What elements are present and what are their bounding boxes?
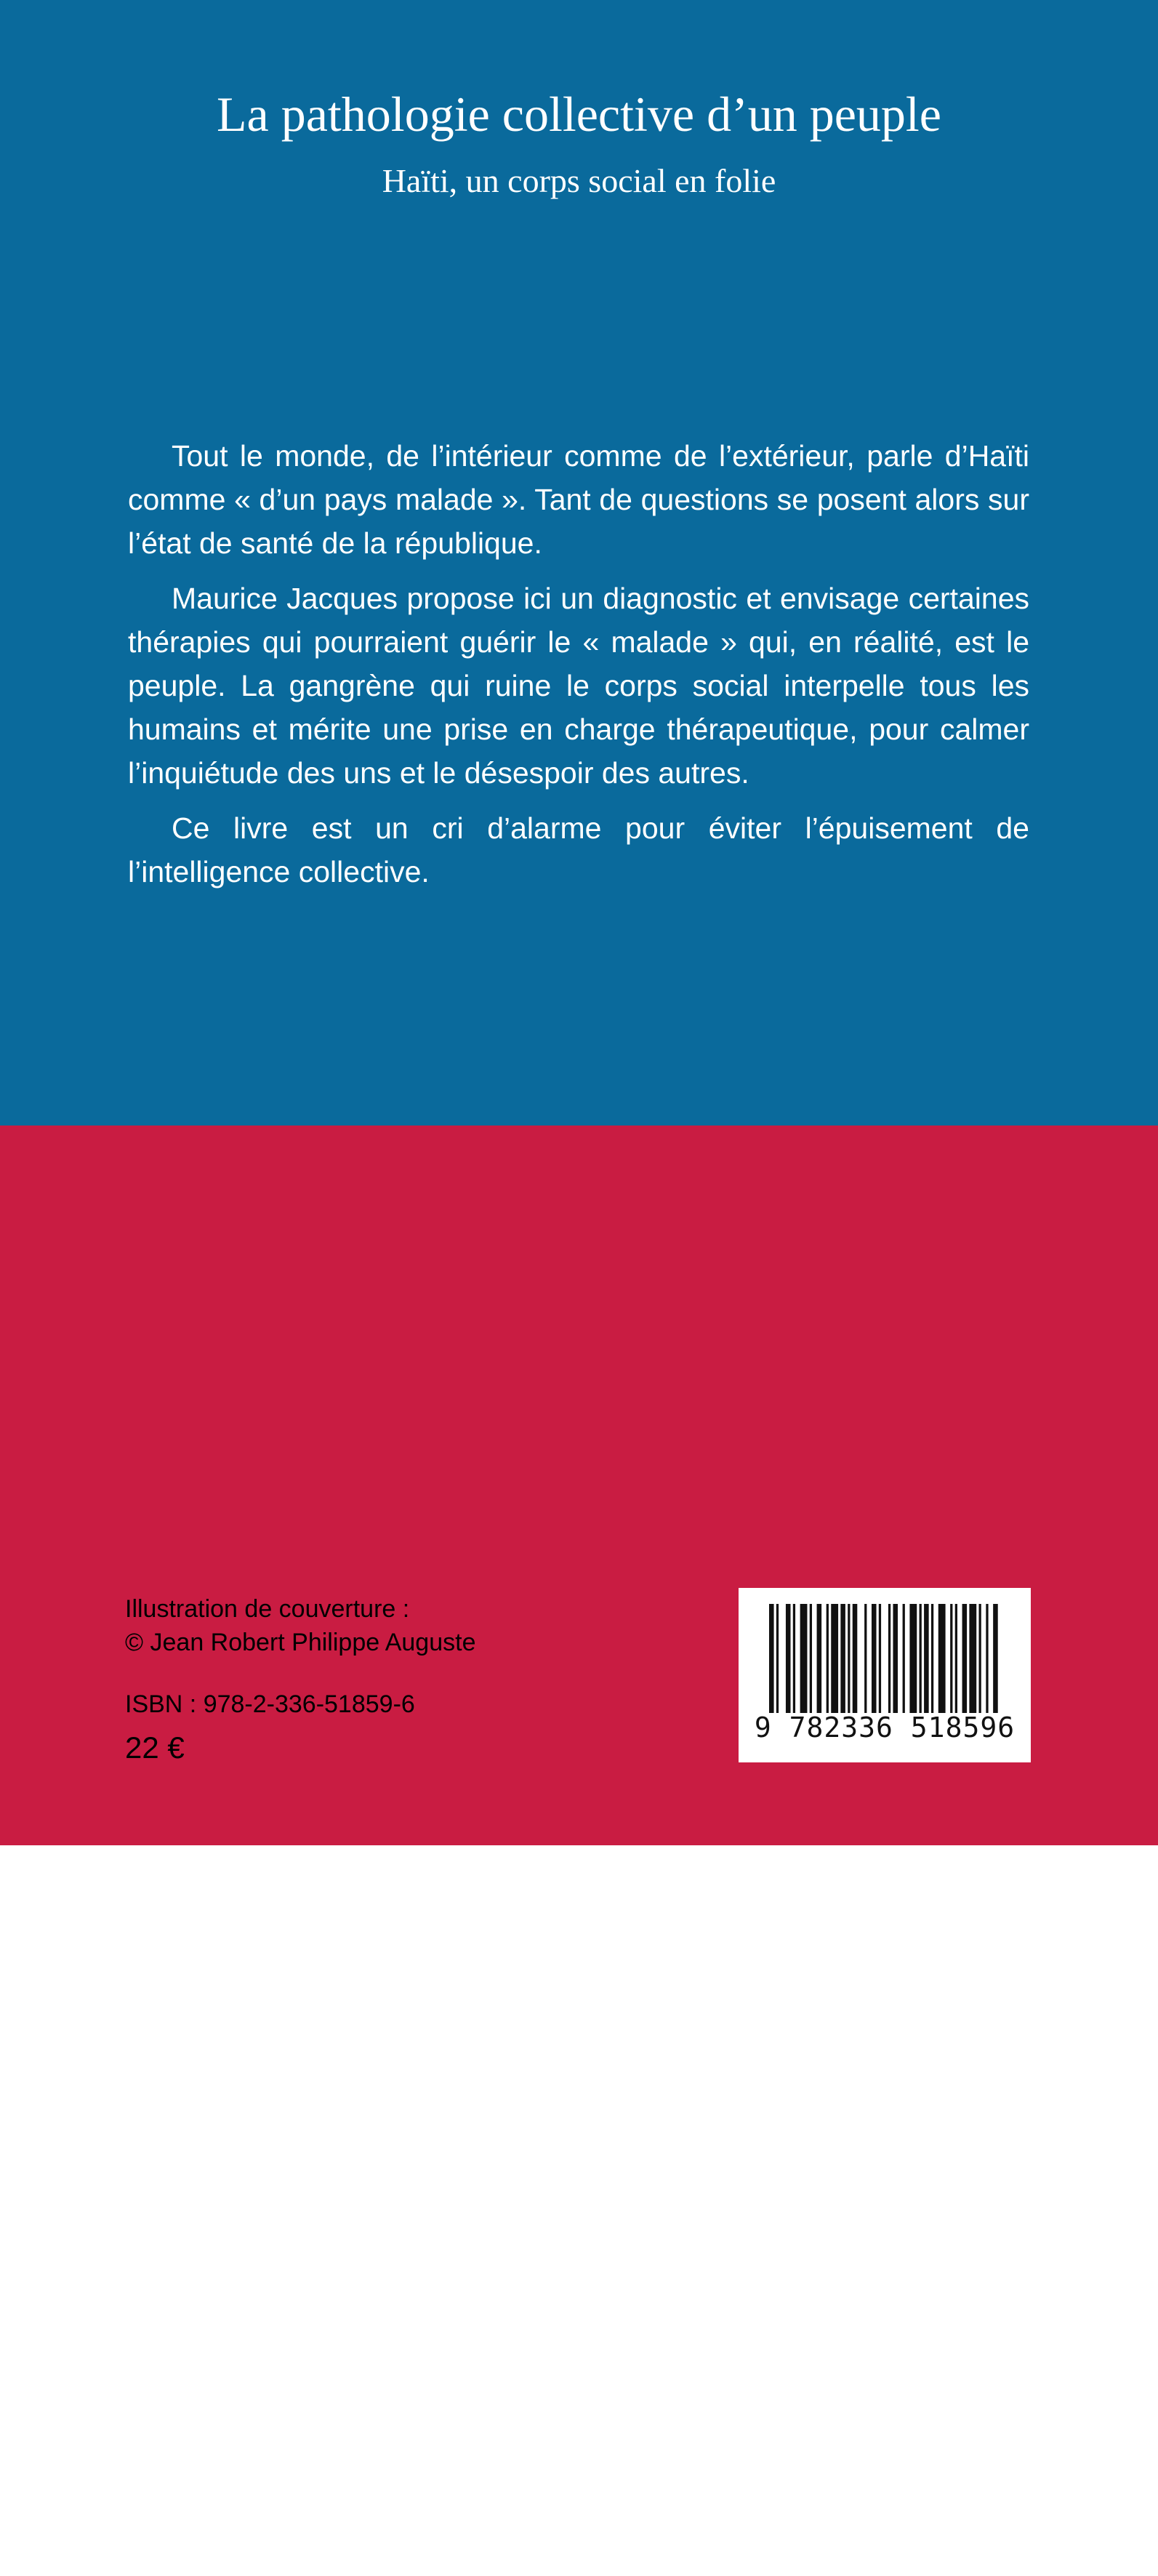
price: 22 €: [125, 1730, 185, 1765]
barcode-bars-icon: [769, 1604, 1000, 1713]
barcode: [739, 1588, 1031, 1762]
book-title: La pathologie collective d’un peuple: [217, 87, 941, 142]
barcode-digits: 9 782336 518596: [754, 1712, 1016, 1744]
bio-rest: a obtenu une licence en droit en Haïti avant de partir pour le Canada où il a étudié et enseigné à l’université Laval au Québec. Il a étudié l’approche psychocorporelle au Radix Institute en Californie et au Texas. Il enseigne actuellement à l’université Quisqueya à Port-au-Prince (Haïti).: [128, 2380, 1029, 2571]
blurb-paragraph-3: Ce livre est un cri d’alarme pour éviter l’épuisement de l’intelligence collective.: [128, 811, 1029, 888]
author-bio: [128, 2336, 1029, 2576]
blurb: [128, 434, 1029, 905]
credits-line-1: Illustration de couverture :: [125, 1595, 410, 1623]
isbn: ISBN : 978-2-336-51859-6: [125, 1690, 415, 1718]
blurb-paragraph-2: Maurice Jacques propose ici un diagnostic et envisage certaines thérapies qui pourraient guérir le « malade » qui, en réalité, est le peuple. La gangrène qui ruine le corps social interpelle tous les humains et mérite une prise en charge thérapeutique, pour calmer l’inquiétude des uns et le désespoir des autres.: [128, 582, 1029, 790]
blue-panel: [0, 0, 1158, 1126]
bio-lead: Docteur en psychologie éducationnelle, psychothérapeute,: [128, 2340, 925, 2371]
author-name: Maurice Jacques: [128, 2340, 1029, 2411]
blurb-paragraph-1: Tout le monde, de l’intérieur comme de l’extérieur, parle d’Haïti comme « d’un pays malade ». Tant de questions se posent alors sur l’état de santé de la république.: [128, 439, 1029, 560]
illustration-credits: [125, 1592, 475, 1659]
book-subtitle: Haïti, un corps social en folie: [382, 162, 776, 199]
credits-line-2: © Jean Robert Philippe Auguste: [125, 1629, 476, 1656]
